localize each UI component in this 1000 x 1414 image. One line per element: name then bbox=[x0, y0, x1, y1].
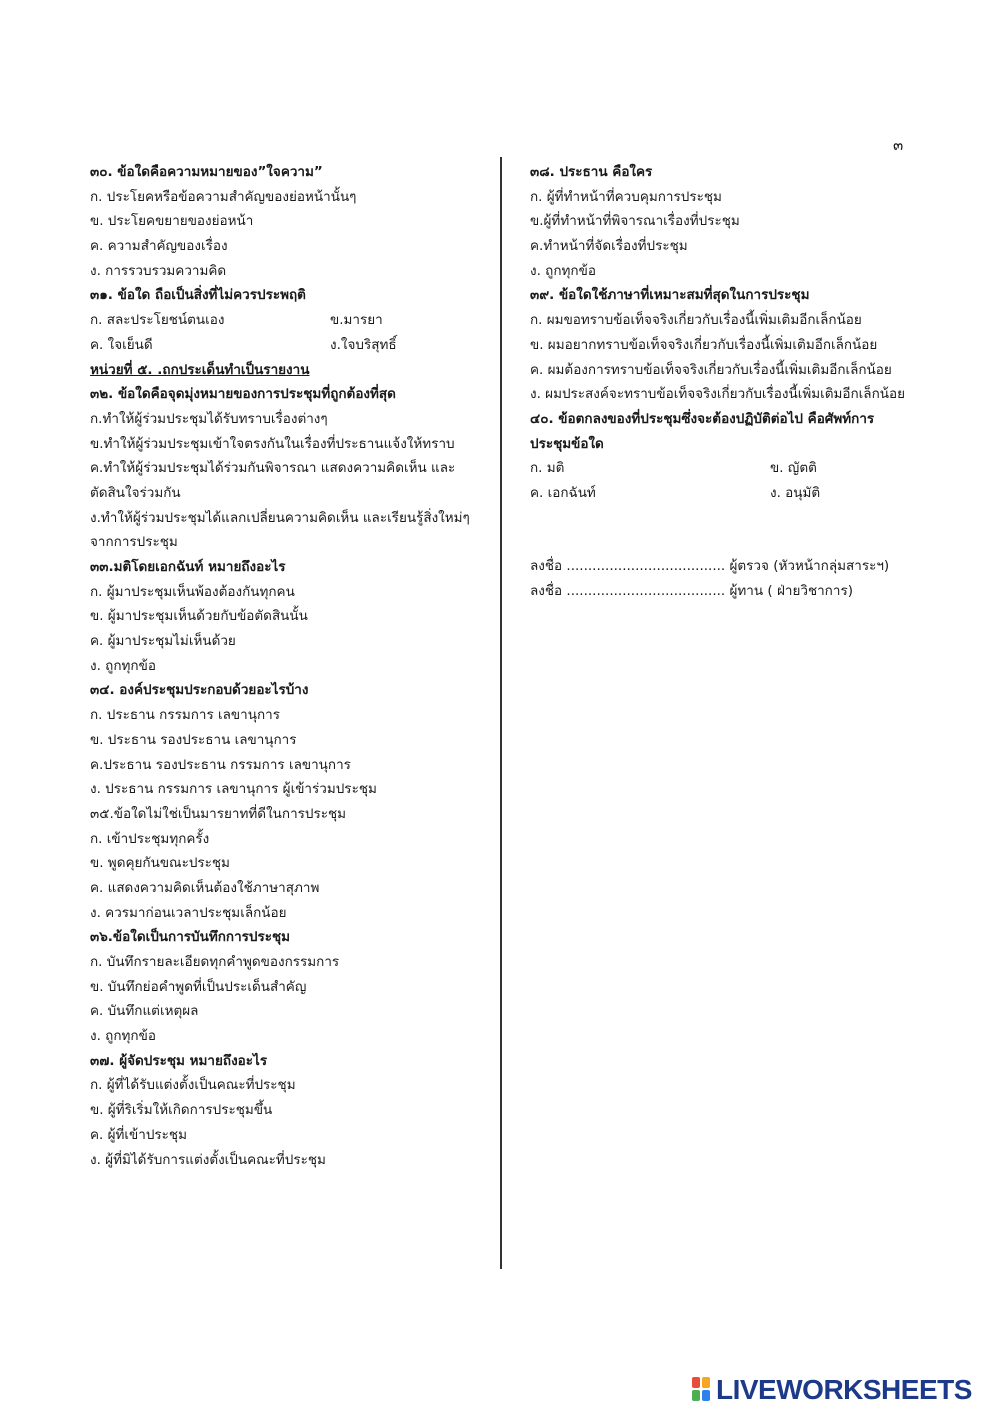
page-number: ๓ bbox=[893, 136, 904, 154]
option-text: ข.ทำให้ผู้ร่วมประชุมเข้าใจตรงกันในเรื่องที่ประธานแจ้งให้ทราบ bbox=[90, 435, 455, 452]
option-text: ง. ควรมาก่อนเวลาประชุมเล็กน้อย bbox=[90, 904, 287, 921]
option-text: ค.ทำหน้าที่จัดเรื่องที่ประชุม bbox=[530, 238, 688, 255]
option-text: ข. ประธาน รองประธาน เลขานุการ bbox=[90, 731, 297, 748]
option-text: ค. ผู้มาประชุมไม่เห็นด้วย bbox=[90, 633, 236, 650]
option-text: ง. ผมประสงค์จะทราบข้อเท็จจริงเกี่ยวกับเรื่องนี้เพิ่มเติมอีกเล็กน้อย bbox=[530, 386, 905, 403]
option-pair-row bbox=[90, 308, 490, 333]
question-text: ประชุมข้อใด bbox=[530, 435, 604, 452]
option-text: ก.ทำให้ผู้ร่วมประชุมได้รับทราบเรื่องต่างๆ bbox=[90, 410, 328, 427]
option-text: ค. ความสำคัญของเรื่อง bbox=[90, 238, 228, 255]
question-text: ๓๙. ข้อใดใช้ภาษาที่เหมาะสมที่สุดในการประชุม bbox=[530, 287, 810, 304]
option-text: ค. เอกฉันท์ bbox=[530, 484, 596, 501]
option-pair-row bbox=[530, 456, 930, 481]
option-text: ก. บันทึกรายละเอียดทุกคำพูดของกรรมการ bbox=[90, 954, 340, 970]
signature-line-checker: ลงชื่อ ..................................... ผู้ตรวจ (หัวหน้ากลุ่มสาระฯ) bbox=[530, 558, 890, 574]
option-text: ก. ประโยคหรือข้อความสำคัญของย่อหน้านั้นๆ bbox=[90, 188, 357, 205]
question-text: ๓๗. ผู้จัดประชุม หมายถึงอะไร bbox=[90, 1052, 268, 1069]
option-text: ก. ผู้ที่ทำหน้าที่ควบคุมการประชุม bbox=[530, 188, 722, 205]
option-text: ก. สละประโยชน์ตนเอง bbox=[90, 312, 225, 329]
question-text: ๔๐. ข้อตกลงของที่ประชุมซึ่งจะต้องปฏิบัติต่อไป คือศัพท์การ bbox=[530, 410, 875, 427]
option-text: ข. ญัตติ bbox=[770, 460, 817, 477]
option-text: ง.ใจบริสุทธิ์ bbox=[330, 336, 397, 353]
option-text: ค. ผมต้องการทราบข้อเท็จจริงเกี่ยวกับเรื่องนี้เพิ่มเติมอีกเล็กน้อย bbox=[530, 361, 892, 378]
question-text: ๓๐. ข้อใดคือความหมายของ”ใจความ” bbox=[90, 164, 323, 180]
option-text: ง. ประธาน กรรมการ เลขานุการ ผู้เข้าร่วมประชุม bbox=[90, 781, 377, 798]
option-text: ข. ผู้มาประชุมเห็นด้วยกับข้อตัดสินนั้น bbox=[90, 608, 308, 625]
question-text: ๓๔. องค์ประชุมประกอบด้วยอะไรบ้าง bbox=[90, 682, 309, 699]
option-text: ก. ประธาน กรรมการ เลขานุการ bbox=[90, 707, 280, 724]
column-divider bbox=[500, 157, 502, 1269]
option-text: ง. ผู้ที่มิได้รับการแต่งตั้งเป็นคณะที่ประชุม bbox=[90, 1151, 326, 1168]
option-text: ง. ถูกทุกข้อ bbox=[530, 262, 596, 279]
option-text: ง. อนุมัติ bbox=[770, 484, 821, 501]
option-pair-row bbox=[530, 481, 930, 506]
option-text: ค.ทำให้ผู้ร่วมประชุมได้ร่วมกันพิจารณา แสดงความคิดเห็น และ bbox=[90, 460, 456, 477]
option-text: ข. ผมอยากทราบข้อเท็จจริงเกี่ยวกับเรื่องนี้เพิ่มเติมอีกเล็กน้อย bbox=[530, 336, 878, 353]
option-text: ข.มารยา bbox=[330, 312, 383, 329]
option-text: ข.ผู้ที่ทำหน้าที่พิจารณาเรื่องที่ประชุม bbox=[530, 213, 740, 230]
question-text: ๓๑. ข้อใด ถือเป็นสิ่งที่ไม่ควรประพฤติ bbox=[90, 287, 306, 304]
option-text: ค. ผู้ที่เข้าประชุม bbox=[90, 1126, 187, 1143]
liveworksheets-logo bbox=[692, 1374, 972, 1406]
option-text: ตัดสินใจร่วมกัน bbox=[90, 484, 181, 501]
option-text: ค. บันทึกแต่เหตุผล bbox=[90, 1003, 199, 1020]
question-text: ๓๖.ข้อใดเป็นการบันทึกการประชุม bbox=[90, 929, 291, 946]
option-text: ก. ผู้มาประชุมเห็นพ้องต้องกันทุกคน bbox=[90, 583, 295, 600]
option-text: ค. แสดงความคิดเห็นต้องใช้ภาษาสุภาพ bbox=[90, 879, 320, 896]
option-text: ค. ใจเย็นดี bbox=[90, 336, 153, 353]
option-text: ก. ผมขอทราบข้อเท็จจริงเกี่ยวกับเรื่องนี้เพิ่มเติมอีกเล็กน้อย bbox=[530, 312, 862, 329]
option-text: จากการประชุม bbox=[90, 534, 178, 551]
left-question-column bbox=[90, 160, 490, 1172]
option-text: ก. มติ bbox=[530, 460, 565, 477]
option-text: ก. เข้าประชุมทุกครั้ง bbox=[90, 830, 210, 847]
question-text: ๓๒. ข้อใดคือจุดมุ่งหมายของการประชุมที่ถูกต้องที่สุด bbox=[90, 386, 396, 403]
signature-line-academic: ลงชื่อ ..................................... ผู้ทาน ( ฝ่ายวิชาการ) bbox=[530, 583, 853, 599]
option-text: ง. การรวบรวมความคิด bbox=[90, 262, 227, 279]
option-text: ข. ผู้ที่ริเริ่มให้เกิดการประชุมขึ้น bbox=[90, 1102, 273, 1119]
option-text: ค.ประธาน รองประธาน กรรมการ เลขานุการ bbox=[90, 756, 351, 773]
right-question-column bbox=[530, 160, 930, 506]
option-text: ข. พูดคุยกันขณะประชุม bbox=[90, 855, 230, 872]
logo-mark-icon bbox=[692, 1377, 712, 1403]
option-text: ข. บันทึกย่อคำพูดที่เป็นประเด็นสำคัญ bbox=[90, 978, 307, 995]
option-pair-row bbox=[90, 333, 490, 358]
option-text: ง.ทำให้ผู้ร่วมประชุมได้แลกเปลี่ยนความคิดเห็น และเรียนรู้สิ่งใหม่ๆ bbox=[90, 509, 470, 526]
option-text: ง. ถูกทุกข้อ bbox=[90, 657, 156, 674]
logo-text: LIVEWORKSHEETS bbox=[716, 1374, 972, 1405]
option-text: ๓๕.ข้อใดไม่ใช่เป็นมารยาทที่ดีในการประชุม bbox=[90, 805, 347, 822]
question-text: ๓๘. ประธาน คือใคร bbox=[530, 164, 653, 180]
option-text: ก. ผู้ที่ได้รับแต่งตั้งเป็นคณะที่ประชุม bbox=[90, 1077, 296, 1094]
option-text: ง. ถูกทุกข้อ bbox=[90, 1028, 156, 1045]
question-text: ๓๓.มติโดยเอกฉันท์ หมายถึงอะไร bbox=[90, 559, 286, 575]
unit-heading: หน่วยที่ ๕. .ถกประเด็นทำเป็นรายงาน bbox=[90, 361, 310, 378]
option-text: ข. ประโยคขยายของย่อหน้า bbox=[90, 213, 254, 230]
